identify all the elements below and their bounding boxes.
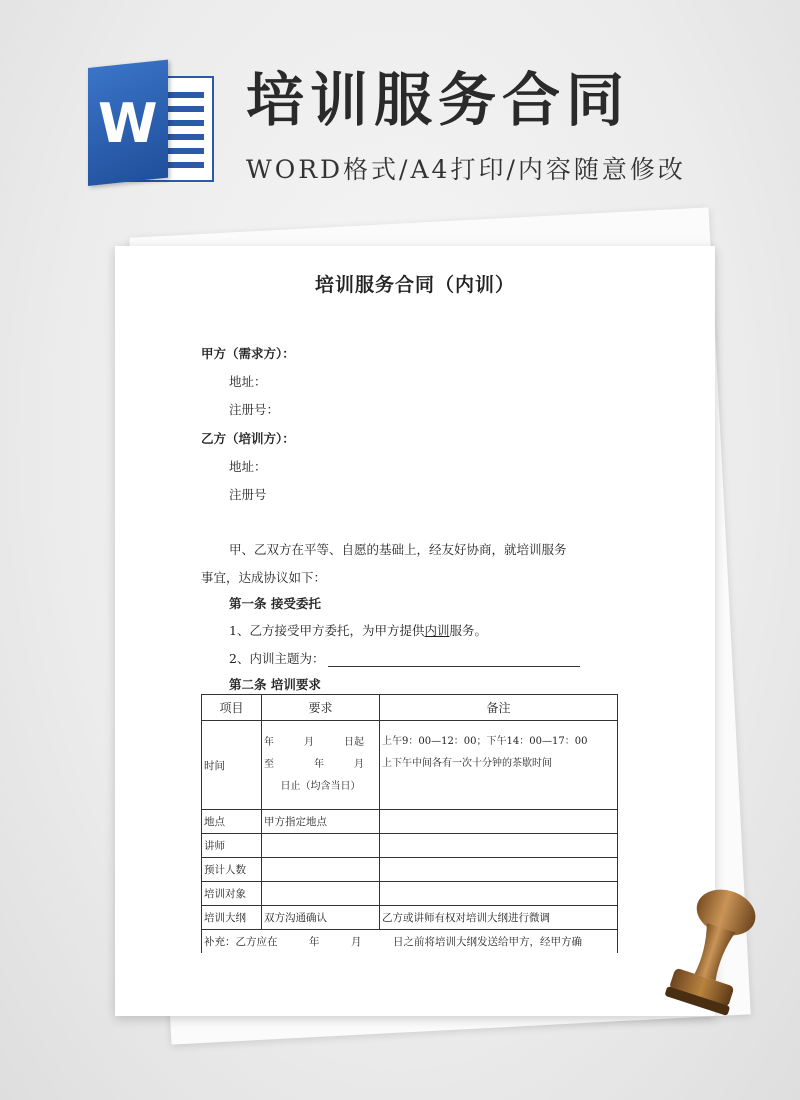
party-a-address: 地址： — [229, 374, 267, 389]
row-note — [380, 882, 618, 906]
time-req-line: 日止（均含当日） — [280, 781, 361, 792]
header-requirement: 要求 — [262, 695, 380, 721]
supplement-text: 补充：乙方应在 年 月 日之前将培训大纲发送给甲方，经甲方确 — [202, 930, 618, 954]
party-b-label: 乙方（培训方）： — [201, 431, 295, 446]
row-item: 预计人数 — [202, 858, 262, 882]
article-1-item-1-after: 服务。 — [449, 623, 487, 638]
article-1-item-1-underlined: 内训 — [424, 623, 450, 638]
article-1-heading: 第一条 接受委托 — [229, 596, 321, 611]
time-label: 时间 — [202, 721, 262, 810]
row-note — [380, 834, 618, 858]
row-note: 乙方或讲师有权对培训大纲进行微调 — [380, 906, 618, 930]
article-1-item-2 — [229, 649, 580, 667]
row-req — [262, 882, 380, 906]
document-page — [115, 246, 715, 1016]
table-row — [202, 834, 618, 858]
time-note-line: 上午9：00—12：00；下午14：00—17：00 — [382, 736, 588, 747]
document-title: 培训服务合同（内训） — [314, 274, 515, 296]
table-header-row — [202, 695, 618, 721]
party-a-label: 甲方（需求方）： — [201, 346, 295, 361]
table-row — [202, 810, 618, 834]
row-item: 讲师 — [202, 834, 262, 858]
row-item: 培训大纲 — [202, 906, 262, 930]
row-note — [380, 858, 618, 882]
banner-subtitle: WORD格式/A4打印/内容随意修改 — [246, 155, 686, 184]
party-a-reg-no: 注册号： — [229, 402, 280, 417]
stamp-icon — [655, 882, 765, 1032]
row-req: 甲方指定地点 — [262, 810, 380, 834]
intro-line-2: 事宜，达成协议如下： — [201, 570, 327, 585]
word-logo-letter: W — [98, 91, 158, 155]
table-row-supplement — [202, 930, 618, 954]
party-b-address: 地址： — [229, 459, 267, 474]
article-2-heading: 第二条 培训要求 — [229, 677, 321, 692]
row-item: 培训对象 — [202, 882, 262, 906]
banner-title: 培训服务合同 — [246, 66, 631, 134]
row-req: 双方沟通确认 — [262, 906, 380, 930]
time-req-line: 至 年 月 — [264, 759, 364, 770]
time-requirement — [262, 721, 380, 810]
row-item: 地点 — [202, 810, 262, 834]
header-note: 备注 — [380, 695, 618, 721]
article-1-item-2-text: 2、内训主题为： — [229, 651, 325, 666]
row-note — [380, 810, 618, 834]
intro-line-1: 甲、乙双方在平等、自愿的基础上，经友好协商，就培训服务 — [229, 542, 567, 557]
topic-blank-line — [328, 654, 580, 667]
table-row — [202, 906, 618, 930]
training-requirements-table — [201, 694, 618, 953]
table-row — [202, 858, 618, 882]
row-req — [262, 834, 380, 858]
header-item: 项目 — [202, 695, 262, 721]
word-logo-icon — [88, 68, 216, 186]
article-1-item-1 — [229, 621, 487, 639]
table-row-time — [202, 721, 618, 810]
article-1-item-1-before: 1、乙方接受甲方委托，为甲方提供 — [229, 623, 425, 638]
word-logo-block — [88, 60, 168, 186]
time-note — [380, 721, 618, 810]
time-req-line: 年 月 日起 — [264, 737, 364, 748]
row-req — [262, 858, 380, 882]
party-b-reg-no: 注册号 — [229, 487, 267, 502]
table-row — [202, 882, 618, 906]
time-note-line: 上下午中间各有一次十分钟的茶歇时间 — [382, 758, 552, 769]
